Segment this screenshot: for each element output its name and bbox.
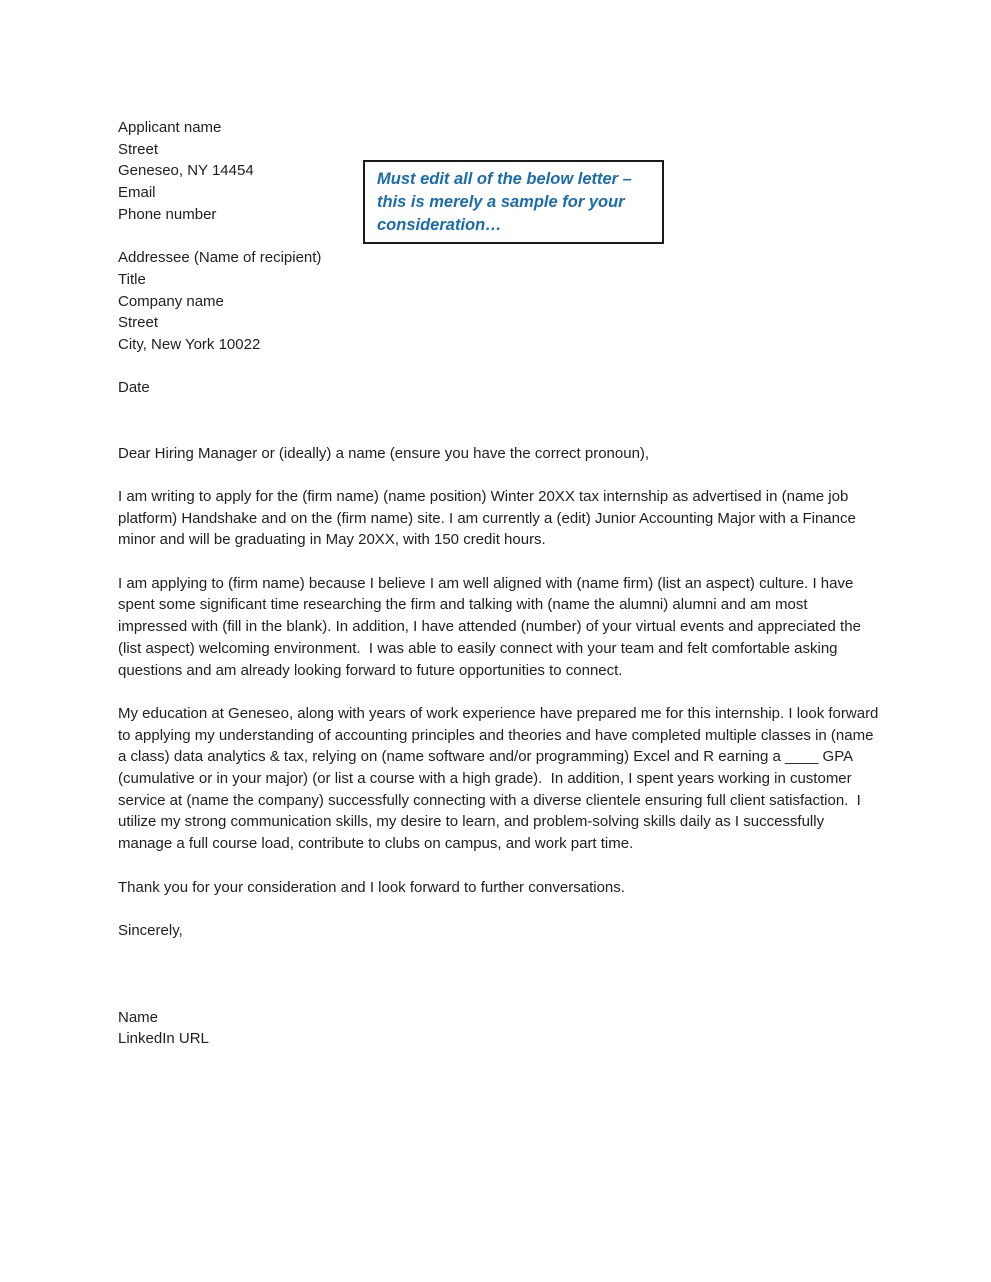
paragraph-education: My education at Geneseo, along with years of work experience have prepared me for this internship. I look forward to applying my understanding of accounting principles and theories and have completed multiple classes in (name a class) data analytics & tax, relying on (name software and/or programming) Excel and R earning a ____ GPA (cumulative or in your major) (or list a course with a high grade). In addition, I spent years working in customer service at (name the company) successfully connecting with a diverse clientele ensuring full client satisfaction. I utilize my strong communication skills, my desire to learn, and problem-solving skills daily as I successfully manage a full course load, contribute to clubs on campus, and work part time. bbox=[118, 704, 883, 853]
date-line: Date bbox=[118, 379, 150, 397]
callout-line: consideration… bbox=[377, 216, 502, 234]
salutation-line: Dear Hiring Manager or (ideally) a name (ensure you have the correct pronoun), bbox=[118, 444, 650, 462]
sender-city-line: Geneseo, NY 14454 bbox=[118, 162, 254, 180]
recipient-company-line: Company name bbox=[118, 292, 224, 310]
callout-line: this is merely a sample for your bbox=[377, 193, 625, 211]
signature-linkedin-line: LinkedIn URL bbox=[118, 1030, 209, 1048]
callout-line: Must edit all of the below letter – bbox=[377, 170, 632, 188]
paragraph-thank-you: Thank you for your consideration and I look forward to further conversations. bbox=[118, 878, 625, 896]
paragraph-intro: I am writing to apply for the (firm name) (name position) Winter 20XX tax internship as advertised in (name job platform) Handshake and on the (firm name) site. I am currently a (edit) Junior Accounting Major with a Finance minor and will be graduating in May 20XX, with 150 credit hours. bbox=[118, 487, 860, 549]
sender-block bbox=[118, 117, 880, 226]
recipient-title-line: Title bbox=[118, 270, 146, 288]
letter-body bbox=[118, 117, 883, 1050]
sender-phone-line: Phone number bbox=[118, 205, 217, 223]
recipient-street-line: Street bbox=[118, 314, 159, 332]
sender-name-line: Applicant name bbox=[118, 119, 222, 136]
sender-street-line: Street bbox=[118, 140, 159, 158]
sender-email-line: Email bbox=[118, 184, 156, 202]
recipient-block bbox=[118, 247, 880, 356]
paragraph-why-firm: I am applying to (firm name) because I believe I am well aligned with (name firm) (list an aspect) culture. I have spent some significant time researching the firm and talking with (name the alumni) alumni and am most impressed with (fill in the blank). In addition, I have attended (number) of your virtual events and appreciated the (list aspect) welcoming environment. I was able to easily connect with your team and felt comfortable asking questions and am already looking forward to future opportunities to connect. bbox=[118, 574, 866, 679]
recipient-city-line: City, New York 10022 bbox=[118, 336, 261, 354]
signature-block bbox=[118, 1007, 880, 1050]
signature-name-line: Name bbox=[118, 1008, 159, 1026]
recipient-addressee-line: Addressee (Name of recipient) bbox=[118, 249, 322, 267]
closing-line: Sincerely, bbox=[118, 921, 183, 939]
